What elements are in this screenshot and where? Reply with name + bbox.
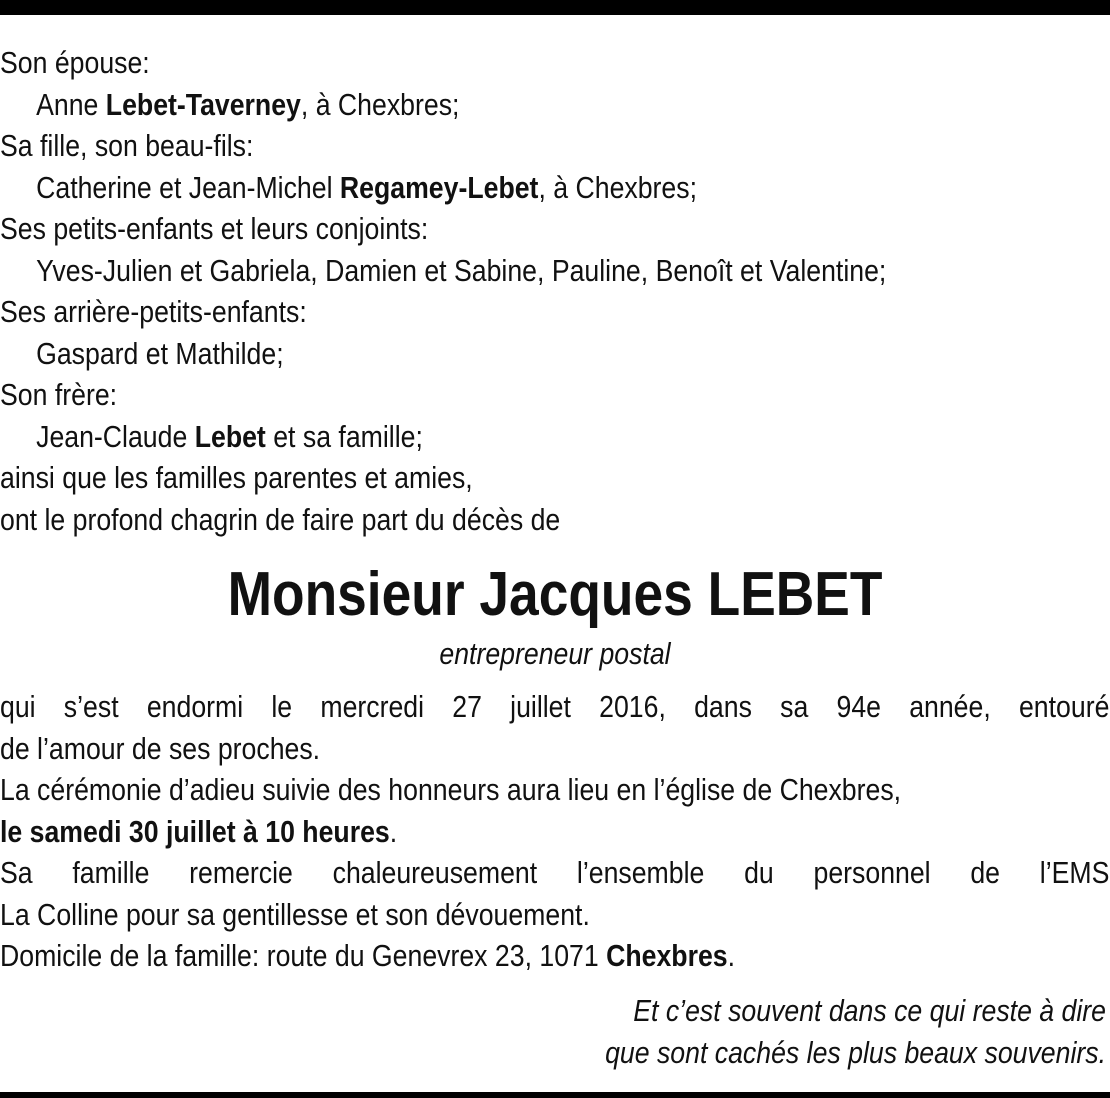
domicile-prefix: Domicile de la famille: route du Genevrex 23, 1071 — [0, 938, 607, 973]
domicile-end: . — [727, 938, 736, 973]
family-list — [0, 42, 1110, 540]
bottom-rule — [0, 1092, 1110, 1098]
details — [0, 686, 1110, 977]
arriere-petits-enfants-label: Ses arrière-petits-enfants: — [0, 294, 307, 329]
familles-line: ainsi que les familles parentes et amies, — [0, 460, 473, 495]
deceased-name: Monsieur Jacques LEBET — [227, 560, 883, 629]
details-line-1: qui s’est endormi le mercredi 27 juillet 2016, dans sa 94e année, entouré — [0, 689, 1110, 724]
epouse-label: Son épouse: — [0, 45, 150, 80]
petits-enfants-label: Ses petits-enfants et leurs conjoints: — [0, 211, 429, 246]
details-line-6: La Colline pour sa gentillesse et son dévouement. — [0, 896, 590, 932]
closing-quote — [306, 990, 1106, 1073]
frere-entry — [0, 416, 955, 458]
domicile-city: Chexbres — [606, 938, 728, 973]
quote-line-2: que sont cachés les plus beaux souvenirs. — [605, 1034, 1106, 1070]
fille-suffix: , à Chexbres; — [538, 169, 698, 205]
details-line-2: de l’amour de ses proches. — [0, 730, 321, 766]
domicile-line — [0, 935, 955, 977]
faire-part-line: ont le profond chagrin de faire part du décès de — [0, 501, 561, 537]
details-line-3: La cérémonie d’adieu suivie des honneurs aura lieu en l’église de Chexbres, — [0, 772, 902, 807]
fille-entry — [0, 167, 955, 209]
arriere-petits-enfants-names: Gaspard et Mathilde; — [36, 335, 284, 371]
ceremony-date: le samedi 30 juillet à 10 heures — [0, 813, 390, 849]
top-rule — [0, 0, 1110, 15]
petits-enfants-names: Yves-Julien et Gabriela, Damien et Sabine, Pauline, Benoît et Valentine; — [36, 252, 887, 288]
epouse-prefix: Anne — [36, 86, 106, 122]
deceased-profession: entrepreneur postal — [439, 636, 671, 671]
frere-label: Son frère: — [0, 377, 118, 412]
fille-prefix: Catherine et Jean-Michel — [36, 169, 340, 205]
details-line-5: Sa famille remercie chaleureusement l’ensemble du personnel de l’EMS — [0, 855, 1110, 890]
ceremony-line — [0, 811, 955, 853]
epouse-entry — [0, 84, 955, 126]
quote-line-1: Et c’est souvent dans ce qui reste à dire — [633, 993, 1106, 1028]
epouse-name: Lebet-Taverney — [105, 86, 301, 122]
frere-prefix: Jean-Claude — [36, 418, 195, 454]
frere-suffix: et sa famille; — [265, 418, 423, 454]
ceremony-end: . — [389, 813, 398, 849]
fille-label: Sa fille, son beau-fils: — [0, 128, 254, 163]
fille-name: Regamey-Lebet — [339, 169, 539, 205]
epouse-suffix: , à Chexbres; — [300, 86, 460, 122]
frere-name: Lebet — [194, 418, 266, 454]
